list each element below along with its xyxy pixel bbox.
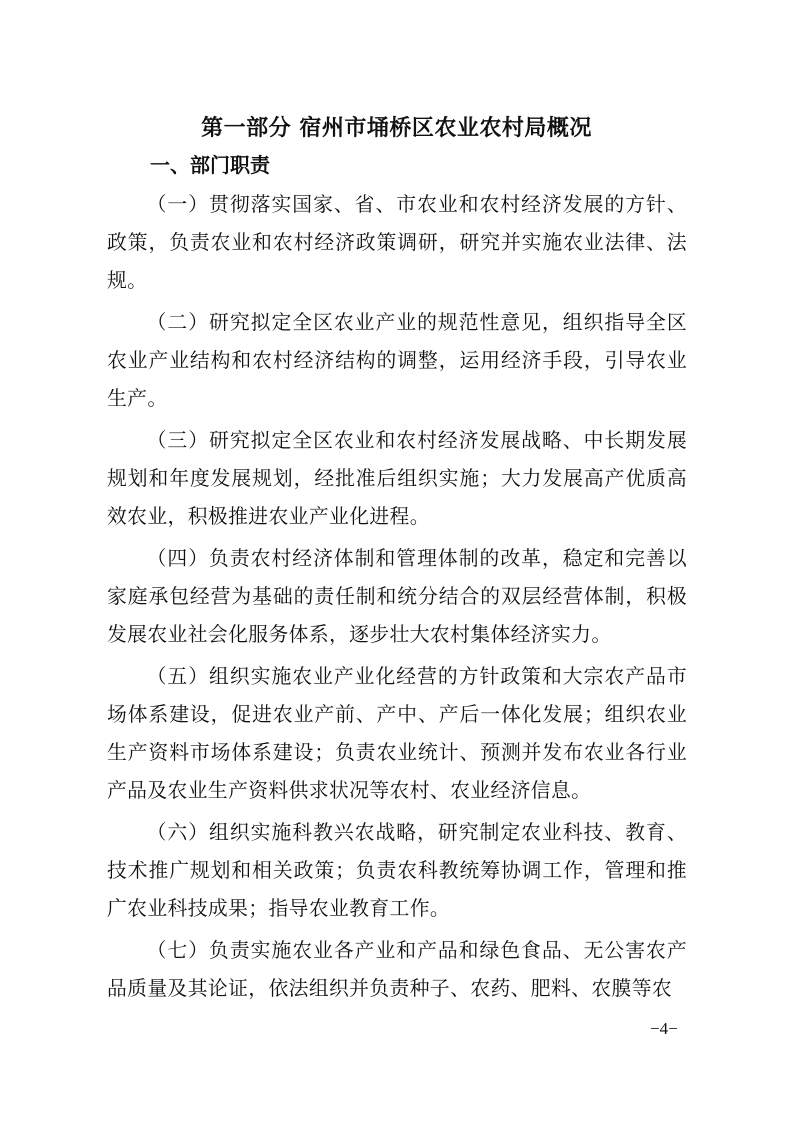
document-title: 第一部分 宿州市埇桥区农业农村局概况 — [201, 116, 592, 141]
paragraph-5: （五）组织实施农业产业化经营的方针政策和大宗农产品市场体系建设，促进农业产前、产中、产后一体化发展；组织农业生产资料市场体系建设；负责农业统计、预测并发布农业各行业产品及农业生产资料供求状况等农村、农业经济信息。 — [107, 665, 687, 802]
paragraph-1: （一）贯彻落实国家、省、市农业和农村经济发展的方针、政策，负责农业和农村经济政策调研，研究并实施农业法律、法规。 — [107, 193, 687, 292]
paragraph-2: （二）研究拟定全区农业产业的规范性意见，组织指导全区农业产业结构和农村经济结构的调整，运用经济手段，引导农业生产。 — [107, 311, 687, 410]
section-heading: 一、部门职责 — [150, 153, 270, 177]
paragraph-7: （七）负责实施农业各产业和产品和绿色食品、无公害农产品质量及其论证，依法组织并负责种子、农药、肥料、农膜等农 — [107, 939, 687, 1000]
page-number: −4− — [650, 1019, 678, 1038]
paragraph-6: （六）组织实施科教兴农战略，研究制定农业科技、教育、技术推广规划和相关政策；负责农科教统筹协调工作，管理和推广农业科技成果；指导农业教育工作。 — [107, 821, 687, 920]
paragraph-4: （四）负责农村经济体制和管理体制的改革，稳定和完善以家庭承包经营为基础的责任制和统分结合的双层经营体制，积极发展农业社会化服务体系，逐步壮大农村集体经济实力。 — [107, 547, 687, 646]
document-body — [107, 186, 687, 1012]
paragraph-3: （三）研究拟定全区农业和农村经济发展战略、中长期发展规划和年度发展规划，经批准后组织实施；大力发展高产优质高效农业，积极推进农业产业化进程。 — [107, 429, 687, 528]
